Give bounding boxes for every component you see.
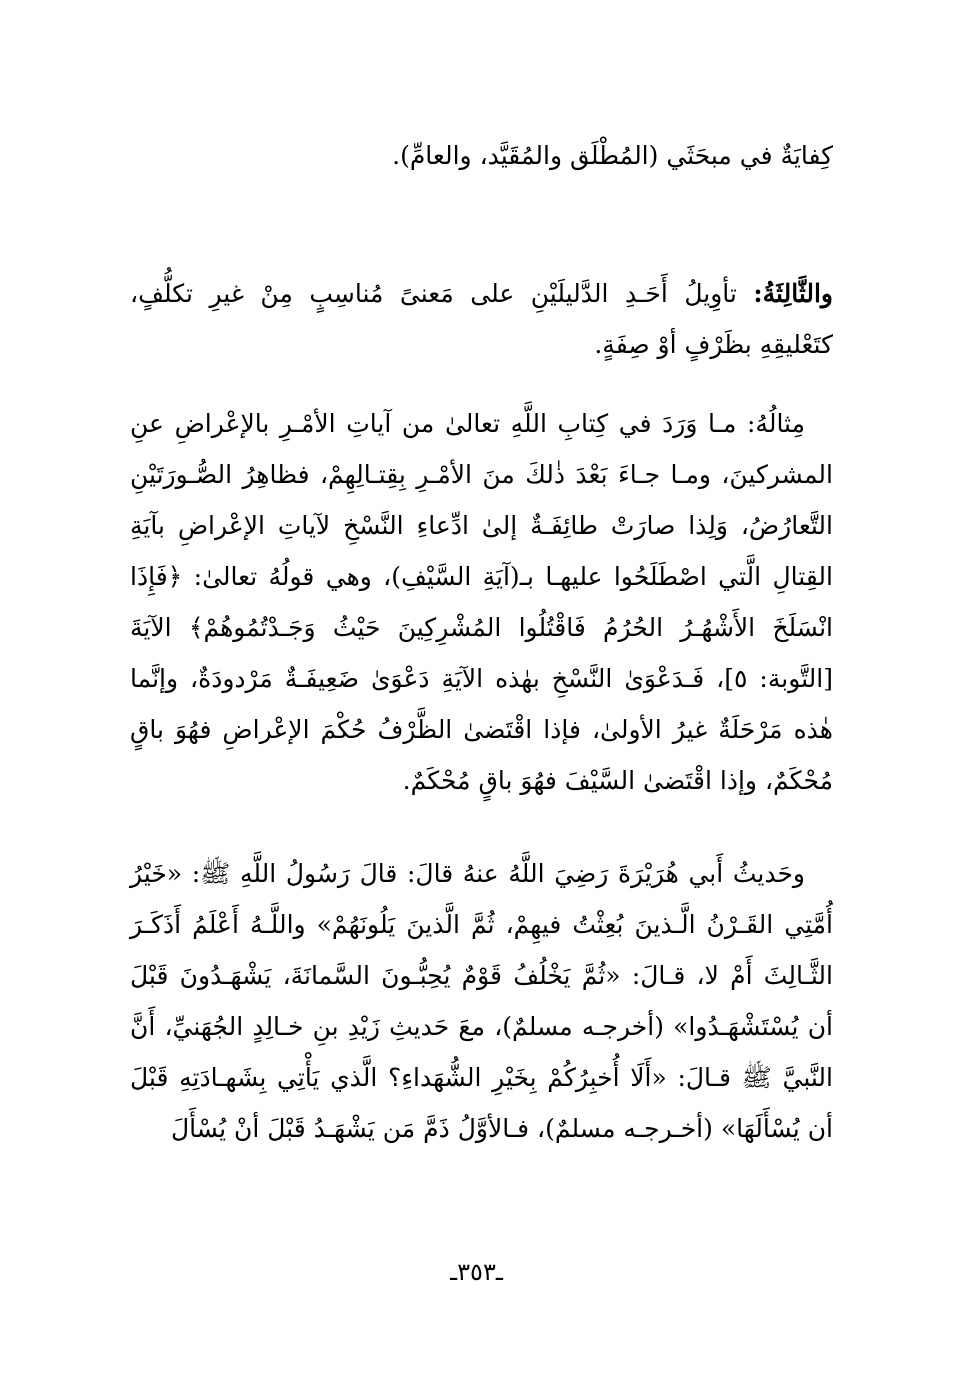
page-number: ـ٣٥٣ـ: [450, 1258, 503, 1286]
third-label: والثَّالِثَةُ:: [753, 279, 833, 308]
hadith-paragraph: [130, 848, 833, 1154]
example-label: مِثالُهُ:: [747, 409, 805, 438]
hadith-text: وحَديثُ أَبي هُرَيْرَةَ رَضِيَ اللَّهُ عنهُ قالَ: قالَ رَسُولُ اللَّهِ ﷺ: «خَيْرُ أُمَّتِي القَـرْنُ الَّـذينَ بُعِثْتُ فيهِمْ، ثُمَّ الَّذينَ يَلُونَهُمْ» واللَّـهُ أَعْلَمُ أَذَكَـرَ الثَّـالِثَ أَمْ لا، قـالَ: «ثُمَّ يَخْلُفُ قَوْمٌ يُحِبُّـونَ السَّمانَةَ، يَشْهَـدُونَ قَبْلَ أن يُسْتَشْهَـدُوا» (أخرجـه مسلمٌ)، معَ حَديثِ زَيْدِ بنِ خـالِدٍ الجُهَنيِّ، أَنَّ النَّبيَّ ﷺ قـالَ: «أَلَا أُخبِرُكُمْ بِخَيْرِ الشُّهَداءِ؟ الَّذي يَأْتِي بِشَهـادَتِهِ قَبْلَ أن يُسْأَلَهَا» (أخـرجـه مسلمٌ)، فـالأوَّلُ ذَمَّ مَن يَشْهَـدُ قَبْلَ أنْ يُسْأَلَ: [130, 859, 833, 1143]
example-paragraph: [130, 398, 833, 806]
example-text: مـا وَرَدَ في كِتابِ اللَّهِ تعالىٰ من آياتِ الأمْـرِ بالإعْراضِ عنِ المشركينَ، ومـا جـاءَ بَعْدَ ذٰلكَ منَ الأمْـرِ بِقِتـالِهِمْ، فظاهِرُ الصُّـورَتَيْنِ التَّعارُضُ، وَلِذا صارَتْ طائِفَـةٌ إلىٰ ادِّعاءِ النَّسْخِ لآياتِ الإعْراضِ بآيَةِ القِتالِ الَّتي اصْطَلَحُوا عليهـا بـ(آيَةِ السَّيْفِ)، وهي قولُهُ تعالىٰ: ﴿فَإِذَا انْسَلَخَ الأَشْهُـرُ الحُرُمُ فَاقْتُلُوا المُشْرِكِينَ حَيْثُ وَجَـدْتُمُوهُمْ﴾ الآيَةَ [التَّوبة: ٥]، فَـدَعْوَىٰ النَّسْخِ بهٰذه الآيَةِ دَعْوَىٰ ضَعِيفَـةٌ مَرْدودَةٌ، وإنَّما هٰذه مَرْحَلَةٌ غيرُ الأولىٰ، فإذا اقْتَضىٰ الظَّرْفُ حُكْمَ الإعْراضِ فهُوَ باقٍ مُحْكَمٌ، وإذا اقْتَضىٰ السَّيْفَ فهُوَ باقٍ مُحْكَمٌ.: [130, 409, 833, 795]
third-paragraph: [130, 268, 833, 370]
third-text: تأوِيلُ أَحَـدِ الدَّليلَيْنِ على مَعنىً مُناسِبٍ مِنْ غيرِ تكلُّفٍ، كتَعْليقِهِ بظَرْفٍ أوْ صِفَةٍ.: [130, 279, 833, 359]
intro-text: كِفايَةٌ في مبحَثَي (المُطْلَق والمُقَيَّد، والعامِّ).: [392, 141, 833, 170]
intro-paragraph: [130, 130, 833, 181]
